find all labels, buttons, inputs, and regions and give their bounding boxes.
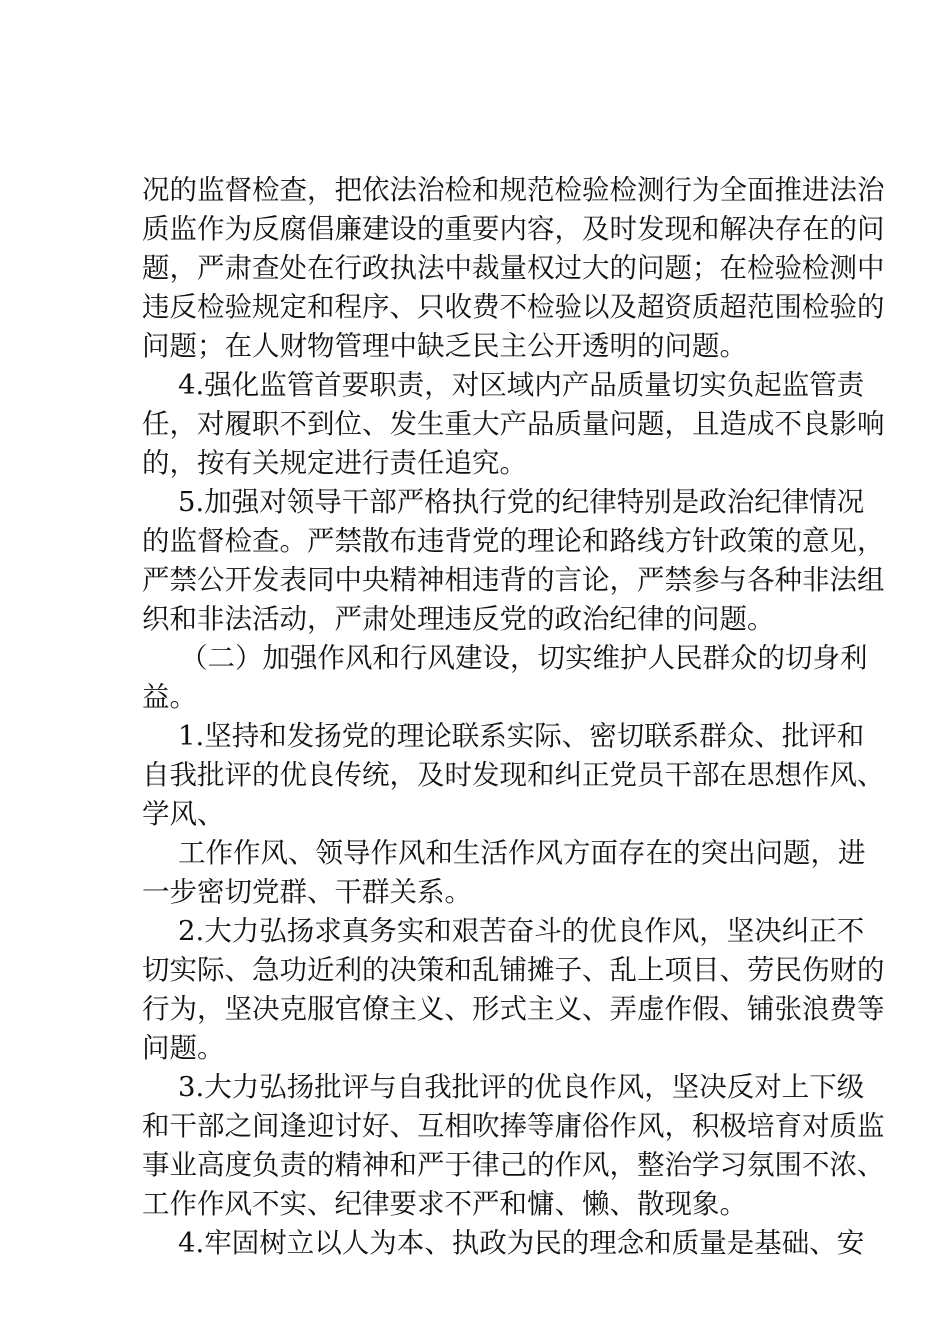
text-line: 事业高度负责的精神和严于律己的作风，整治学习氛围不浓、 (142, 1149, 885, 1181)
text-line: 况的监督检查，把依法治检和规范检验检测行为全面推进法治 (142, 174, 885, 206)
text-line: 的，按有关规定进行责任追究。 (142, 447, 527, 479)
text-line: 3.大力弘扬批评与自我批评的优良作风，坚决反对上下级 (178, 1071, 865, 1103)
text-line: 问题；在人财物管理中缺乏民主公开透明的问题。 (142, 330, 747, 362)
text-line: 一步密切党群、干群关系。 (142, 876, 472, 908)
text-line: 工作作风不实、纪律要求不严和慵、懒、散现象。 (142, 1188, 747, 1220)
text-line: 自我批评的优良传统，及时发现和纠正党员干部在思想作风、 (142, 759, 885, 791)
text-line: 工作作风、领导作风和生活作风方面存在的突出问题，进 (178, 837, 866, 869)
text-line: 4.牢固树立以人为本、执政为民的理念和质量是基础、安 (178, 1227, 865, 1259)
text-line: 和干部之间逢迎讨好、互相吹捧等庸俗作风，积极培育对质监 (142, 1110, 885, 1142)
text-line: 任，对履职不到位、发生重大产品质量问题，且造成不良影响 (142, 408, 885, 440)
text-line: 质监作为反腐倡廉建设的重要内容，及时发现和解决存在的问 (142, 213, 885, 245)
text-line: 严禁公开发表同中央精神相违背的言论，严禁参与各种非法组 (142, 564, 885, 596)
text-line: 切实际、急功近利的决策和乱铺摊子、乱上项目、劳民伤财的 (142, 954, 885, 986)
text-line: 5.加强对领导干部严格执行党的纪律特别是政治纪律情况 (178, 486, 865, 518)
text-line: 的监督检查。严禁散布违背党的理论和路线方针政策的意见， (142, 525, 885, 557)
text-line: 学风、 (142, 798, 225, 830)
text-line: 益。 (142, 681, 197, 713)
section-heading: （二）加强作风和行风建设，切实维护人民群众的切身利 (180, 642, 868, 674)
text-line: 问题。 (142, 1032, 225, 1064)
text-line: 违反检验规定和程序、只收费不检验以及超资质超范围检验的 (142, 291, 885, 323)
text-line: 4.强化监管首要职责，对区域内产品质量切实负起监管责 (178, 369, 865, 401)
text-line: 2.大力弘扬求真务实和艰苦奋斗的优良作风，坚决纠正不 (178, 915, 865, 947)
text-line: 题，严肃查处在行政执法中裁量权过大的问题；在检验检测中 (142, 252, 885, 284)
text-line: 行为，坚决克服官僚主义、形式主义、弄虚作假、铺张浪费等 (142, 993, 885, 1025)
text-line: 1.坚持和发扬党的理论联系实际、密切联系群众、批评和 (178, 720, 865, 752)
text-line: 织和非法活动，严肃处理违反党的政治纪律的问题。 (142, 603, 775, 635)
